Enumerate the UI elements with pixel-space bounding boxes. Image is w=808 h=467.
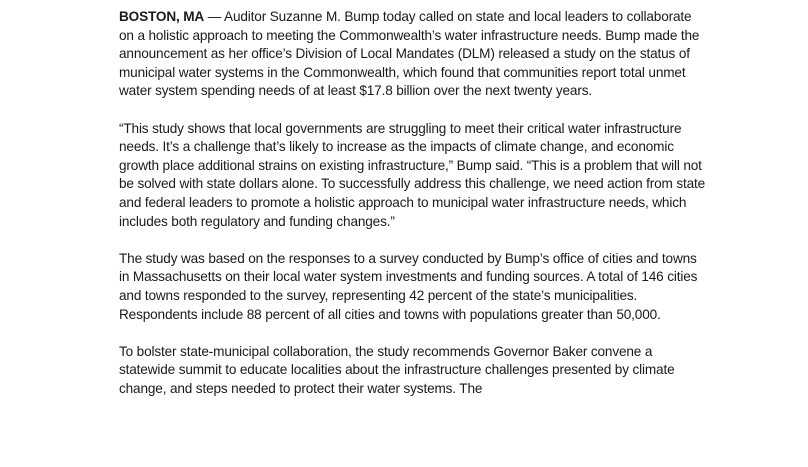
- dateline: BOSTON, MA: [119, 9, 205, 24]
- intro-text: — Auditor Suzanne M. Bump today called on state and local leaders to collaborate on a holistic approach to meeting the Commonwealth’s water infrastructure needs. Bump made the announcement as her office’s Division of Local Mandates (DLM) released a study on the status of municipal water systems in the Commonwealth, which found that communities report total unmet water system spending needs of at least $17.8 billion over the next twenty years.: [119, 9, 700, 99]
- paragraph-study: The study was based on the responses to a survey conducted by Bump’s office of cities and towns in Massachusetts on their local water system investments and funding sources. A total of 146 cities and towns responded to the survey, representing 42 percent of the state’s municipalities. Respondents include 88 percent of all cities and towns with populations greater than 50,000.: [119, 250, 698, 322]
- paragraph-quote: “This study shows that local governments are struggling to meet their critical water infrastructure needs. It’s a challenge that’s likely to increase as the impacts of climate change, and economic growth place additional strains on existing infrastructure,” Bump said. “This is a problem that will not be solved with state dollars alone. To successfully address this challenge, we need action from state and federal leaders to promote a holistic approach to municipal water infrastructure needs, which includes both regulatory and funding changes.”: [119, 120, 706, 229]
- paragraph-intro: [119, 8, 709, 101]
- paragraph-recommendation: To bolster state-municipal collaboration, the study recommends Governor Baker convene a statewide summit to educate localities about the infrastructure challenges presented by climate change, and steps needed to protect their water systems. The: [119, 343, 675, 396]
- press-release-body: [119, 8, 709, 417]
